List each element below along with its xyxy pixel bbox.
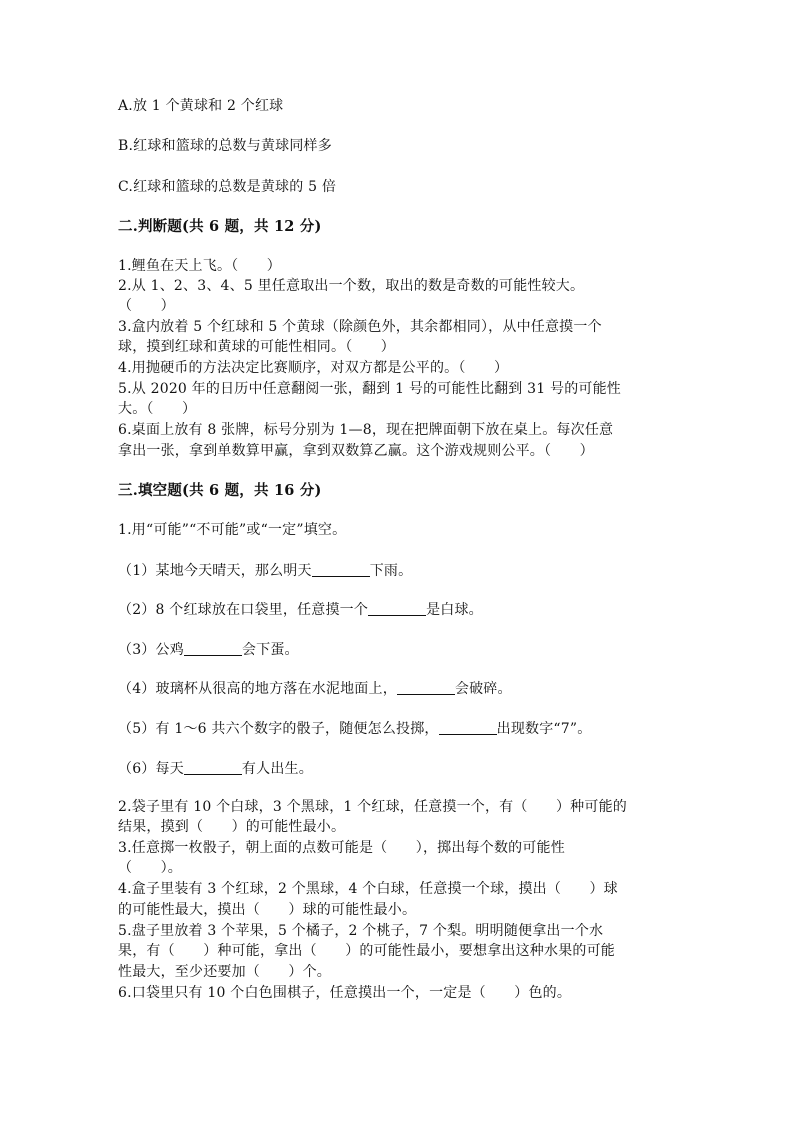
judge-line-5: 球，摸到红球和黄球的可能性相同。（ ） [118, 339, 395, 355]
fill-line-9: 性最大，至少还要加（ ）个。 [118, 964, 331, 980]
fill-q1-item-2 [118, 600, 483, 620]
answer-blank[interactable] [184, 760, 242, 775]
item-text-before: （1）某地今天晴天，那么明天 [118, 563, 312, 579]
option-b: B.红球和篮球的总数与黄球同样多 [118, 138, 332, 154]
item-text-after: 是白球。 [426, 602, 483, 618]
fill-line-10: 6.口袋里只有 10 个白色围棋子，任意摸出一个，一定是（ ）色的。 [118, 985, 572, 1001]
item-text-after: 有人出生。 [241, 761, 313, 777]
item-text-before: （5）有 1～6 共六个数字的骰子，随便怎么投掷， [118, 721, 439, 737]
fill-line-5: 4.盒子里装有 3 个红球，2 个黑球，4 个白球，任意摸一个球，摸出（ ）球 [118, 881, 618, 897]
fill-q1-item-4 [118, 679, 512, 699]
judge-line-4: 3.盒内放着 5 个红球和 5 个黄球（除颜色外，其余都相同），从中任意摸一个 [118, 319, 602, 335]
fill-line-6: 的可能性最大，摸出（ ）球的可能性最小。 [118, 902, 417, 918]
fill-q1-intro: 1.用“可能”“不可能”或“一定”填空。 [118, 522, 347, 538]
item-text-after: 出现数字“7”。 [496, 721, 592, 737]
item-text-before: （4）玻璃杯从很高的地方落在水泥地面上， [118, 681, 397, 697]
judge-line-8: 大。（ ） [118, 401, 197, 417]
item-text-before: （6）每天 [118, 761, 184, 777]
fill-line-8: 果，有（ ）种可能，拿出（ ）的可能性最小，要想拿出这种水果的可能 [118, 943, 615, 959]
item-text-after: 下雨。 [369, 563, 413, 579]
fill-line-1: 2.袋子里有 10 个白球，3 个黑球，1 个红球，任意摸一个，有（ ）种可能的 [118, 799, 627, 815]
section2-heading: 二.判断题(共 6 题，共 12 分) [118, 218, 322, 235]
item-text-after: 会下蛋。 [241, 642, 299, 658]
option-c: C.红球和篮球的总数是黄球的 5 倍 [118, 179, 337, 195]
answer-blank[interactable] [184, 641, 242, 656]
judge-line-6: 4.用抛硬币的方法决定比赛顺序，对双方都是公平的。（ ） [118, 360, 509, 376]
fill-line-4: （ ）。 [118, 860, 182, 876]
fill-line-3: 3.任意掷一枚骰子，朝上面的点数可能是（ ），掷出每个数的可能性 [118, 840, 565, 856]
answer-blank[interactable] [397, 680, 455, 695]
judge-line-3: （ ） [118, 298, 175, 314]
judge-line-9: 6.桌面上放有 8 张牌，标号分别为 1—8，现在把牌面朝下放在桌上。每次任意 [118, 422, 614, 438]
answer-blank[interactable] [368, 601, 426, 616]
fill-q1-item-5 [118, 719, 591, 739]
item-text-after: 会破碎。 [454, 681, 512, 697]
fill-line-2: 结果，摸到（ ）的可能性最小。 [118, 819, 346, 835]
section3-heading: 三.填空题(共 6 题，共 16 分) [118, 482, 322, 499]
judge-line-2: 2.从 1、2、3、4、5 里任意取出一个数，取出的数是奇数的可能性较大。 [118, 278, 585, 294]
answer-blank[interactable] [439, 720, 497, 735]
fill-q1-item-1 [118, 561, 412, 581]
judge-line-10: 拿出一张，拿到单数算甲赢，拿到双数算乙赢。这个游戏规则公平。（ ） [118, 443, 594, 459]
judge-line-7: 5.从 2020 年的日历中任意翻阅一张，翻到 1 号的可能性比翻到 31 号的可能性 [118, 381, 622, 397]
fill-line-7: 5.盘子里放着 3 个苹果，5 个橘子，2 个桃子，7 个梨。明明随便拿出一个水 [118, 923, 604, 939]
judge-line-1: 1.鲤鱼在天上飞。（ ） [118, 258, 281, 274]
item-text-before: （3）公鸡 [118, 642, 184, 658]
fill-q1-item-6 [118, 759, 313, 779]
fill-q1-item-3 [118, 640, 299, 660]
answer-blank[interactable] [312, 562, 370, 577]
option-a: A.放 1 个黄球和 2 个红球 [118, 98, 284, 114]
item-text-before: （2）8 个红球放在口袋里，任意摸一个 [118, 602, 369, 618]
